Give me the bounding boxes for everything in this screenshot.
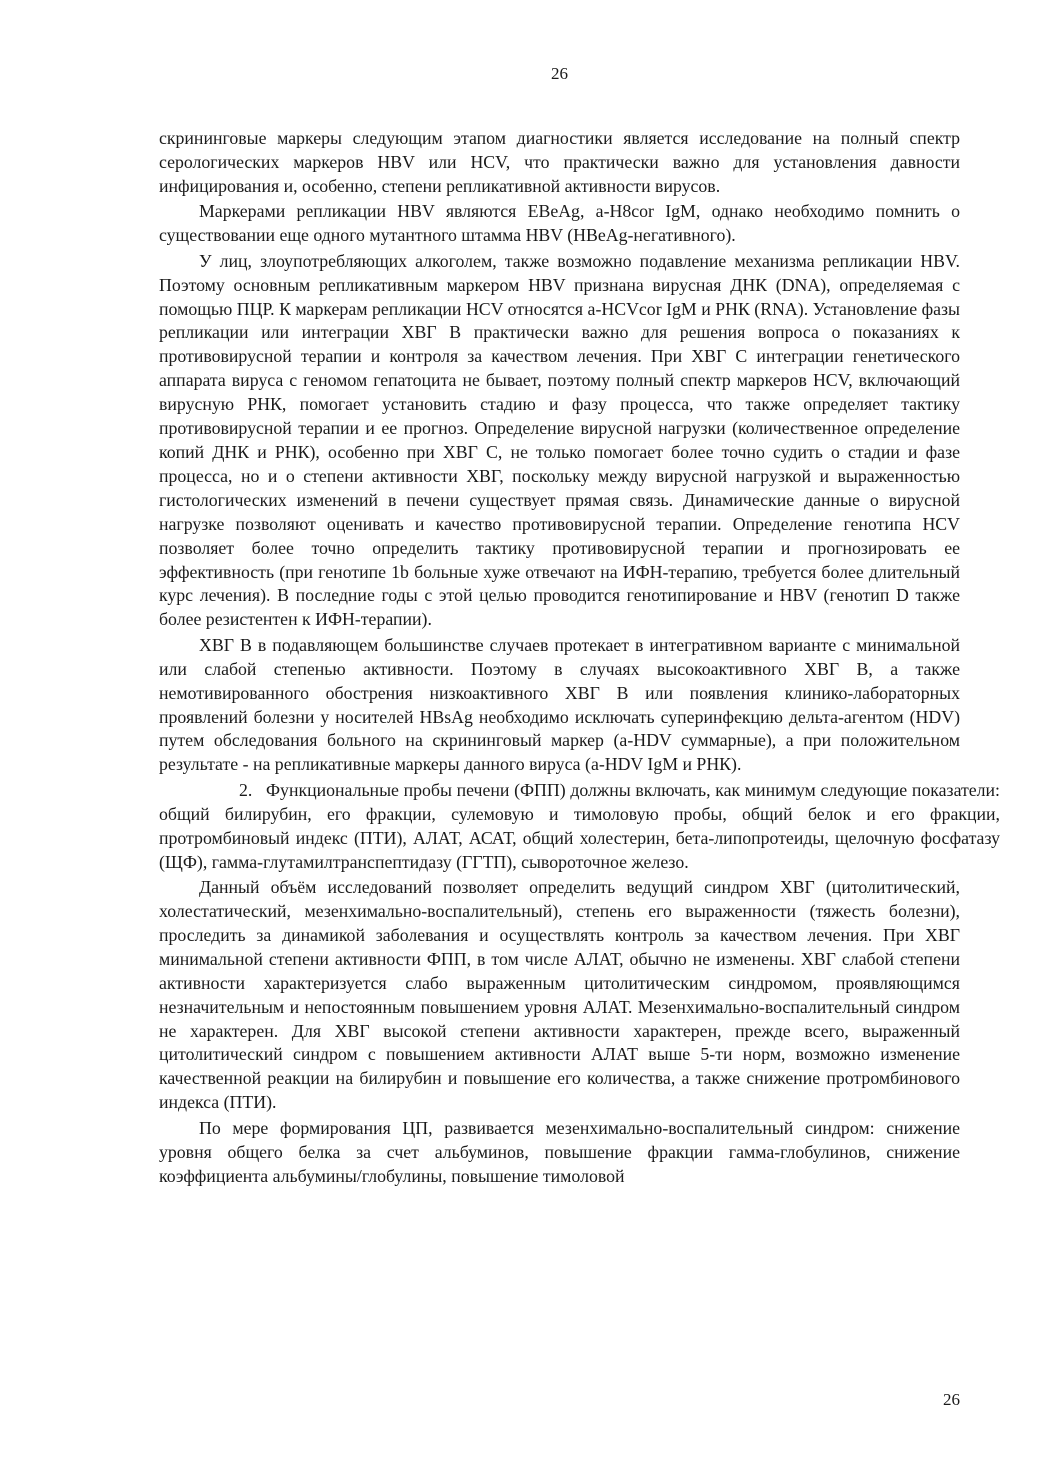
numbered-paragraph-2	[159, 779, 1000, 875]
body-text	[159, 127, 1000, 1190]
paragraph-3: У лиц, злоупотребляющих алкоголем, также возможно подавление механизма репликации HBV. Поэтому основным репликативным маркером HBV признана вирусная ДНК (DNA), определяемая с помощью ПЦР. К маркерам репликации HCV относятся a-HCVcor IgM и РНК (RNA). Установление фазы репликации или интеграции ХВГ В практически важно для решения вопроса о показаниях к противовирусной терапии и контроля за качеством лечения. При ХВГ С интеграции генетического аппарата вируса с геномом гепатоцита не бывает, поэтому полный спектр маркеров HCV, включающий вирусную РНК, помогает установить стадию и фазу процесса, что также определяет тактику противовирусной терапии и ее прогноз. Определение вирусной нагрузки (количественное определение копий ДНК и РНК), особенно при ХВГ С, не только помогает более точно судить о стадии и фазе процесса, но и о степени активности ХВГ, поскольку между вирусной нагрузкой и выраженностью гистологических изменений в печени существует прямая связь. Динамические данные о вирусной нагрузке позволяют оценивать и качество противовирусной терапии. Определение генотипа HCV позволяет более точно определить тактику противовирусной терапии и прогнозировать ее эффективность (при генотипе 1b больные хуже отвечают на ИФН-терапию, требуется более длительный курс лечения). В последние годы с этой целью проводится генотипирование и HBV (генотип D также более резистентен к ИФН-терапии).	[159, 250, 960, 630]
paragraph-6: Данный объём исследований позволяет определить ведущий синдром ХВГ (цитолитический, холестатический, мезенхимально-воспалительный), степень его выраженности (тяжесть болезни), проследить за динамикой заболевания и осуществлять контроль за качеством лечения. При ХВГ минимальной степени активности ФПП, в том числе АЛАТ, обычно не изменены. ХВГ слабой степени активности характеризуется слабо выраженным цитолитическим синдромом, проявляющимся незначительным и непостоянным повышением уровня АЛАТ. Мезенхимально-воспалительный синдром не характерен. Для ХВГ высокой степени активности характерен, прежде всего, выраженный цитолитический синдром с повышением активности АЛАТ выше 5-ти норм, возможно изменение качественной реакции на билирубин и повышение его количества, а также снижение протромбинового индекса (ПТИ).	[159, 877, 960, 1113]
paragraph-1: скрининговые маркеры следующим этапом диагностики является исследование на полный спектр серологических маркеров HBV или HCV, что практически важно для установления давности инфицирования и, особенно, степени репликативной активности вирусов.	[159, 128, 960, 196]
page-number-bottom: 26	[943, 1390, 960, 1409]
paragraph-7: По мере формирования ЦП, развивается мезенхимально-воспалительный синдром: снижение уровня общего белка за счет альбуминов, повышение фракции гамма-глобулинов, снижение коэффициента альбумины/глобулины, повышение тимоловой	[159, 1117, 960, 1186]
list-marker: 2.	[239, 779, 253, 800]
paragraph-5-text: Функциональные пробы печени (ФПП) должны включать, как минимум следующие показатели: общий билирубин, его фракции, сулемовую и тимоловую пробы, общий белок и его фракции, протромбиновый индекс (ПТИ), АЛАТ, АСАТ, общий холестерин, бета-липопротеиды, щелочную фосфатазу (ЩФ), гамма-глутамилтранспептидазу (ГГТП), сывороточное железо.	[159, 779, 1000, 872]
page-number-top: 26	[551, 64, 568, 83]
paragraph-4: ХВГ В в подавляющем большинстве случаев протекает в интегративном варианте с минимальной или слабой степенью активности. Поэтому в случаях высокоактивного ХВГ В, а также немотивированного обострения низкоактивного ХВГ В или появления клинико-лабораторных проявлений болезни у носителей HBsAg необходимо исключать суперинфекцию дельта-агентом (HDV) путем обследования больного на скрининговый маркер (a-HDV суммарные), а при положительном результате - на репликативные маркеры данного вируса (a-HDV IgM и РНК).	[159, 634, 960, 775]
paragraph-2: Маркерами репликации HBV являются EBeAg, a-H8cor IgM, однако необходимо помнить о существовании еще одного мутантного штамма HBV (HBeAg-негативного).	[159, 201, 960, 246]
